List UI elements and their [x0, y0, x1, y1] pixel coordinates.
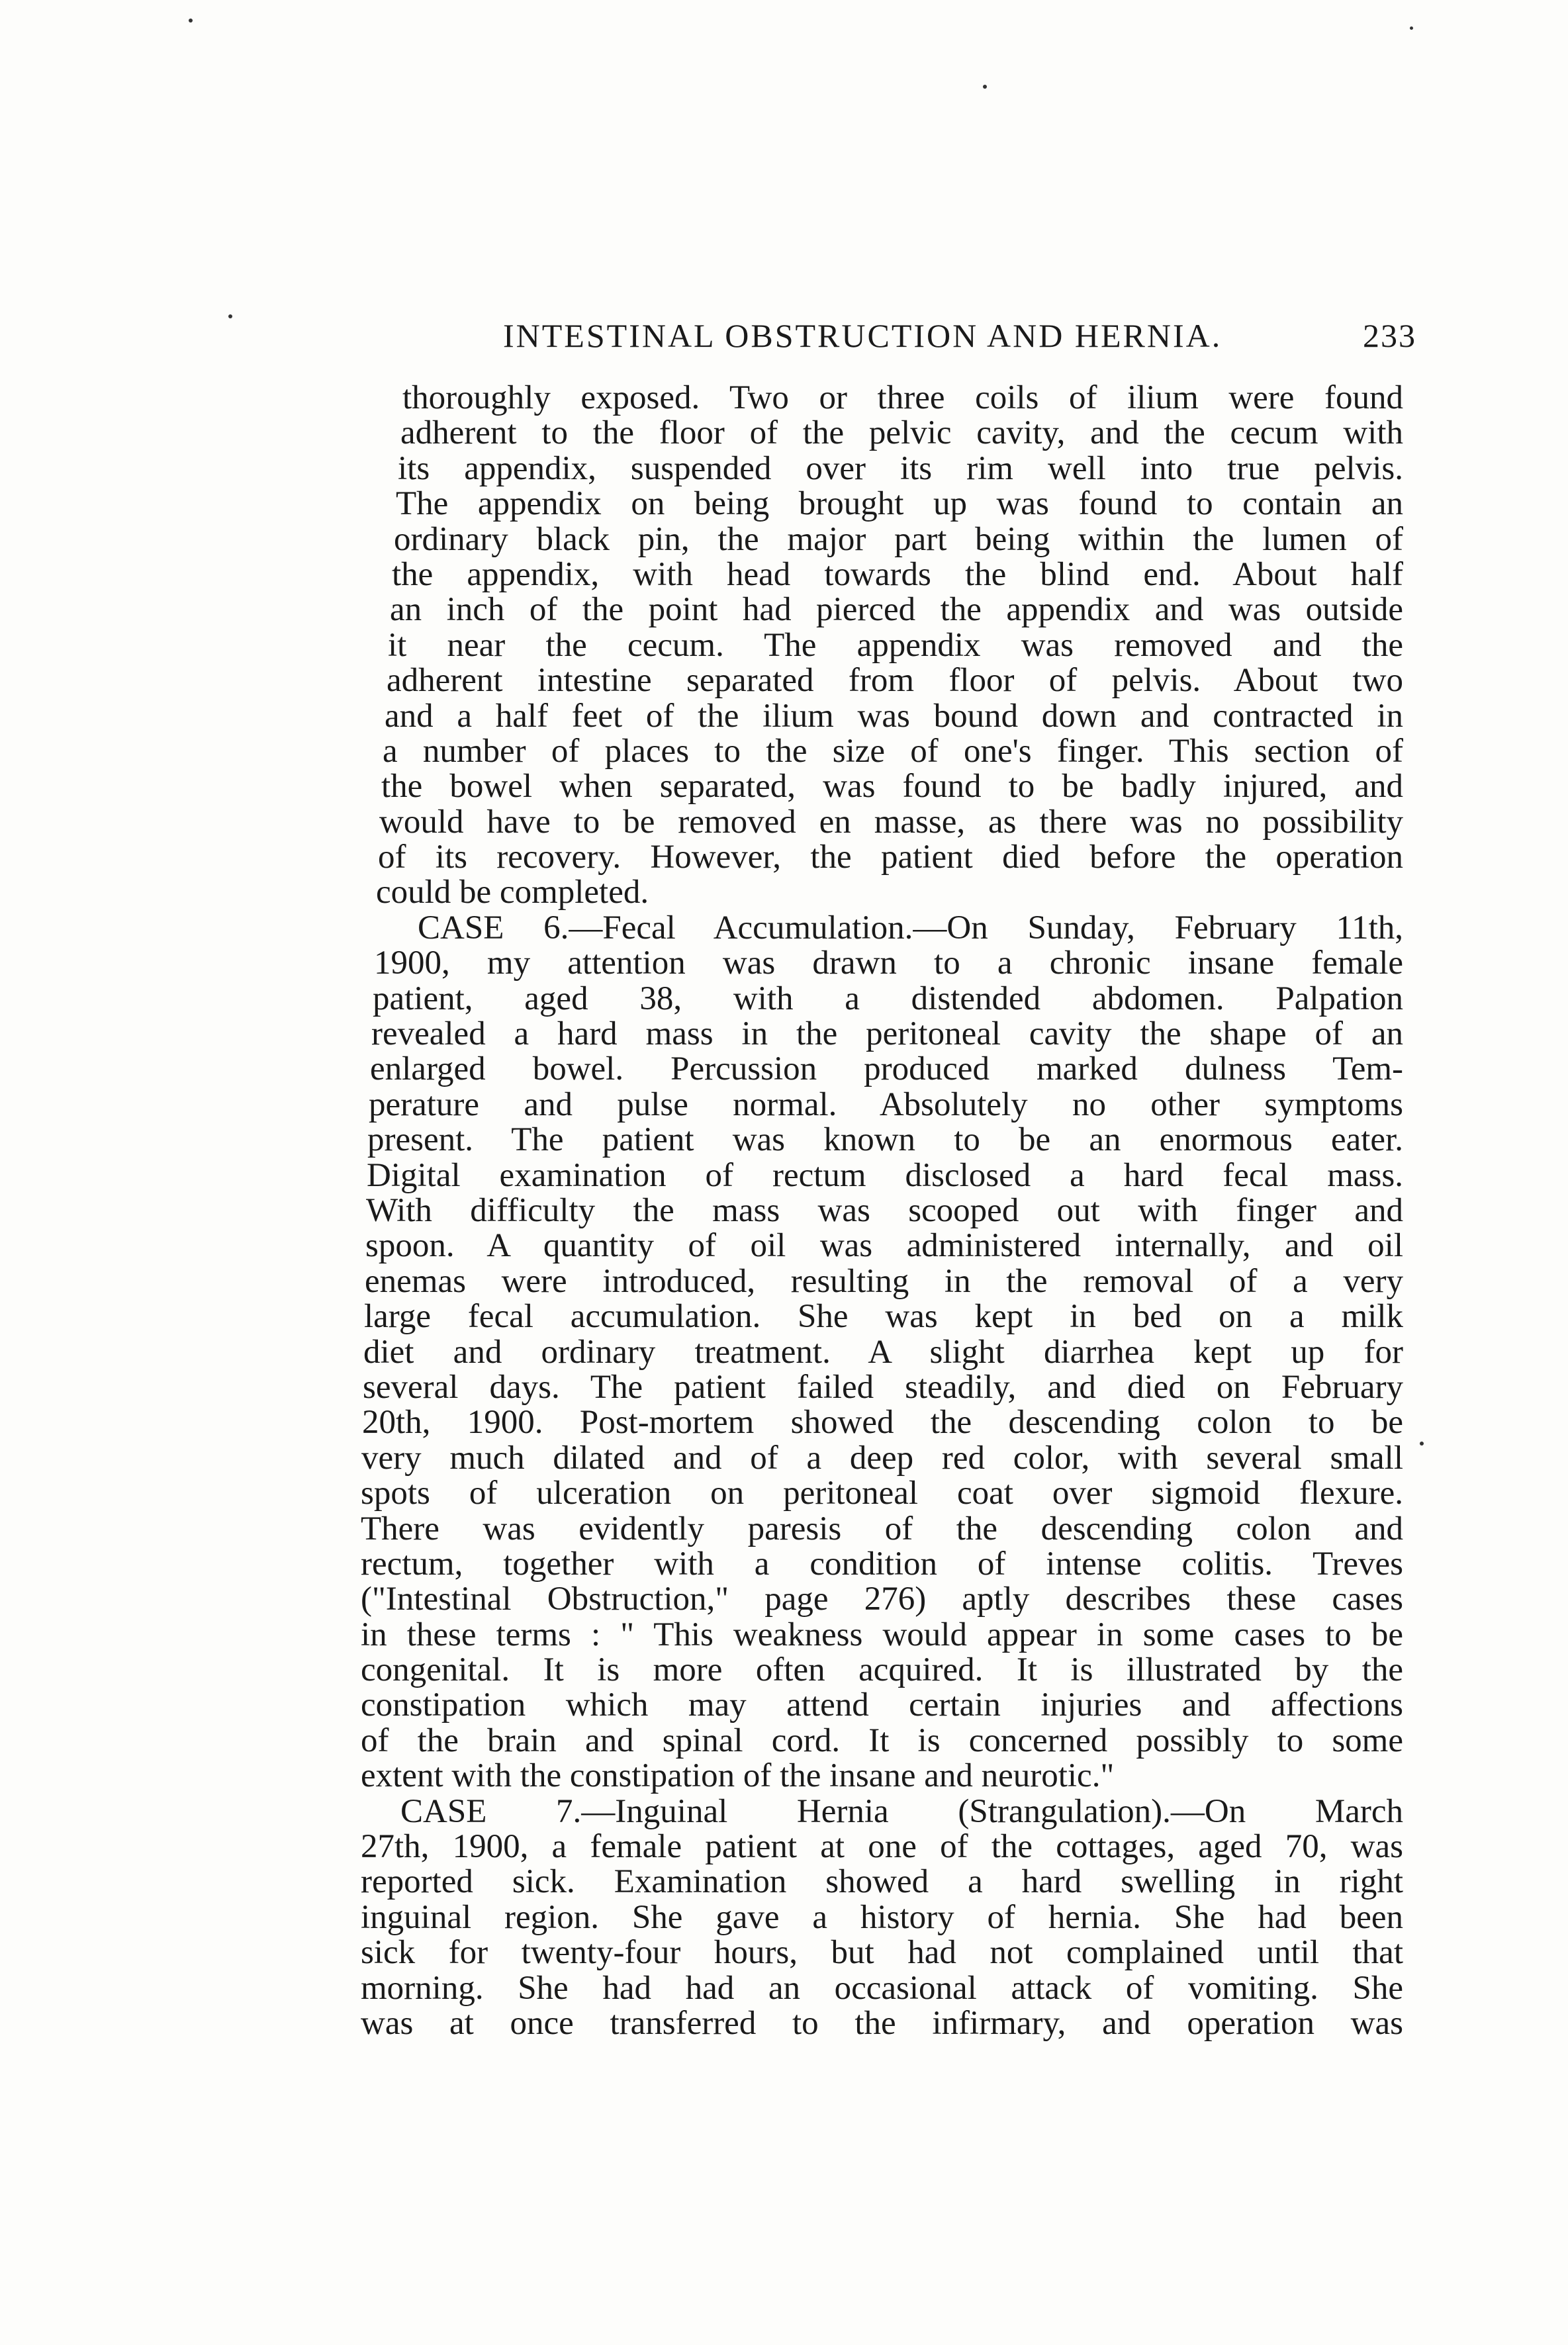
- text-line: extent with the constipation of the insane and neurotic.": [361, 1757, 1115, 1795]
- text-line: CASE 7.—Inguinal Hernia (Strangulation).—On March: [400, 1792, 1403, 1830]
- text-line: 1900, my attention was drawn to a chronic insane female: [374, 944, 1403, 982]
- text-line: perature and pulse normal. Absolutely no other symptoms: [369, 1085, 1403, 1123]
- text-line: thoroughly exposed. Two or three coils of ilium were found: [402, 379, 1403, 416]
- text-line: could be completed.: [376, 874, 649, 911]
- text-line: of the brain and spinal cord. It is concerned possibly to some: [361, 1722, 1403, 1759]
- scan-speck: [228, 314, 232, 318]
- scan-speck: [189, 19, 193, 23]
- text-line: morning. She had had an occasional attack of vomiting. She: [361, 1969, 1403, 2007]
- text-line: CASE 6.—Fecal Accumulation.—On Sunday, February 11th,: [418, 909, 1403, 946]
- text-line: patient, aged 38, with a distended abdomen. Palpation: [373, 980, 1403, 1017]
- text-line: Digital examination of rectum disclosed a hard fecal mass.: [367, 1156, 1403, 1194]
- body-text: [361, 381, 1403, 2041]
- text-line: congenital. It is more often acquired. It is illustrated by the: [361, 1651, 1403, 1689]
- text-line: was at once transferred to the infirmary, and operation was: [361, 2004, 1403, 2042]
- text-line: its appendix, suspended over its rim well into true pelvis.: [398, 449, 1403, 487]
- scan-speck: [1410, 26, 1413, 30]
- text-line: spoon. A quantity of oil was administered internally, and oil: [365, 1227, 1403, 1265]
- text-line: of its recovery. However, the patient died before the operation: [378, 839, 1403, 876]
- text-line: revealed a hard mass in the peritoneal cavity the shape of an: [371, 1015, 1403, 1053]
- text-line: adherent to the floor of the pelvic cavity, and the cecum with: [400, 414, 1403, 452]
- scan-speck: [1420, 1442, 1424, 1446]
- scan-speck: [983, 85, 987, 89]
- text-line: spots of ulceration on peritoneal coat over sigmoid flexure.: [361, 1475, 1403, 1512]
- text-line: adherent intestine separated from floor of pelvis. About two: [387, 662, 1403, 700]
- text-line: 20th, 1900. Post-mortem showed the descending colon to be: [362, 1404, 1403, 1442]
- text-line: With difficulty the mass was scooped out with finger and: [366, 1191, 1403, 1229]
- text-line: it near the cecum. The appendix was removed and the: [388, 626, 1403, 664]
- text-line: several days. The patient failed steadily, and died on February: [363, 1368, 1403, 1406]
- text-line: a number of places to the size of one's finger. This section of: [383, 732, 1403, 770]
- text-line: in these terms : " This weakness would appear in some cases to be: [361, 1616, 1403, 1653]
- text-line: and a half feet of the ilium was bound down and contracted in: [385, 697, 1403, 735]
- text-line: large fecal accumulation. She was kept in bed on a milk: [364, 1298, 1403, 1336]
- page-header: [503, 316, 1416, 369]
- text-line: inguinal region. She gave a history of hernia. She had been: [361, 1898, 1403, 1936]
- text-line: sick for twenty-four hours, but had not complained until that: [361, 1934, 1403, 1972]
- text-line: the appendix, with head towards the blind end. About half: [392, 555, 1403, 593]
- page-number: 233: [1363, 317, 1416, 354]
- text-line: ordinary black pin, the major part being within the lumen of: [394, 520, 1403, 558]
- text-line: enlarged bowel. Percussion produced marked dulness Tem-: [370, 1050, 1403, 1088]
- text-line: diet and ordinary treatment. A slight diarrhea kept up for: [363, 1333, 1403, 1371]
- text-line: ("Intestinal Obstruction," page 276) aptly describes these cases: [361, 1581, 1403, 1618]
- text-line: the bowel when separated, was found to be badly injured, and: [381, 768, 1403, 805]
- text-line: The appendix on being brought up was found to contain an: [396, 485, 1403, 523]
- text-line: enemas were introduced, resulting in the removal of a very: [365, 1262, 1403, 1300]
- text-line: There was evidently paresis of the descending colon and: [361, 1510, 1403, 1547]
- text-line: an inch of the point had pierced the appendix and was outside: [390, 591, 1403, 629]
- text-line: would have to be removed en masse, as there was no possibility: [379, 803, 1403, 841]
- text-line: constipation which may attend certain injuries and affections: [361, 1686, 1403, 1724]
- text-line: reported sick. Examination showed a hard swelling in right: [361, 1863, 1403, 1901]
- text-line: present. The patient was known to be an enormous eater.: [367, 1121, 1403, 1159]
- text-line: very much dilated and of a deep red color, with several small: [361, 1439, 1403, 1477]
- text-line: rectum, together with a condition of intense colitis. Treves: [361, 1545, 1403, 1583]
- running-head: INTESTINAL OBSTRUCTION AND HERNIA.: [503, 317, 1222, 354]
- text-line: 27th, 1900, a female patient at one of the cottages, aged 70, was: [361, 1828, 1403, 1866]
